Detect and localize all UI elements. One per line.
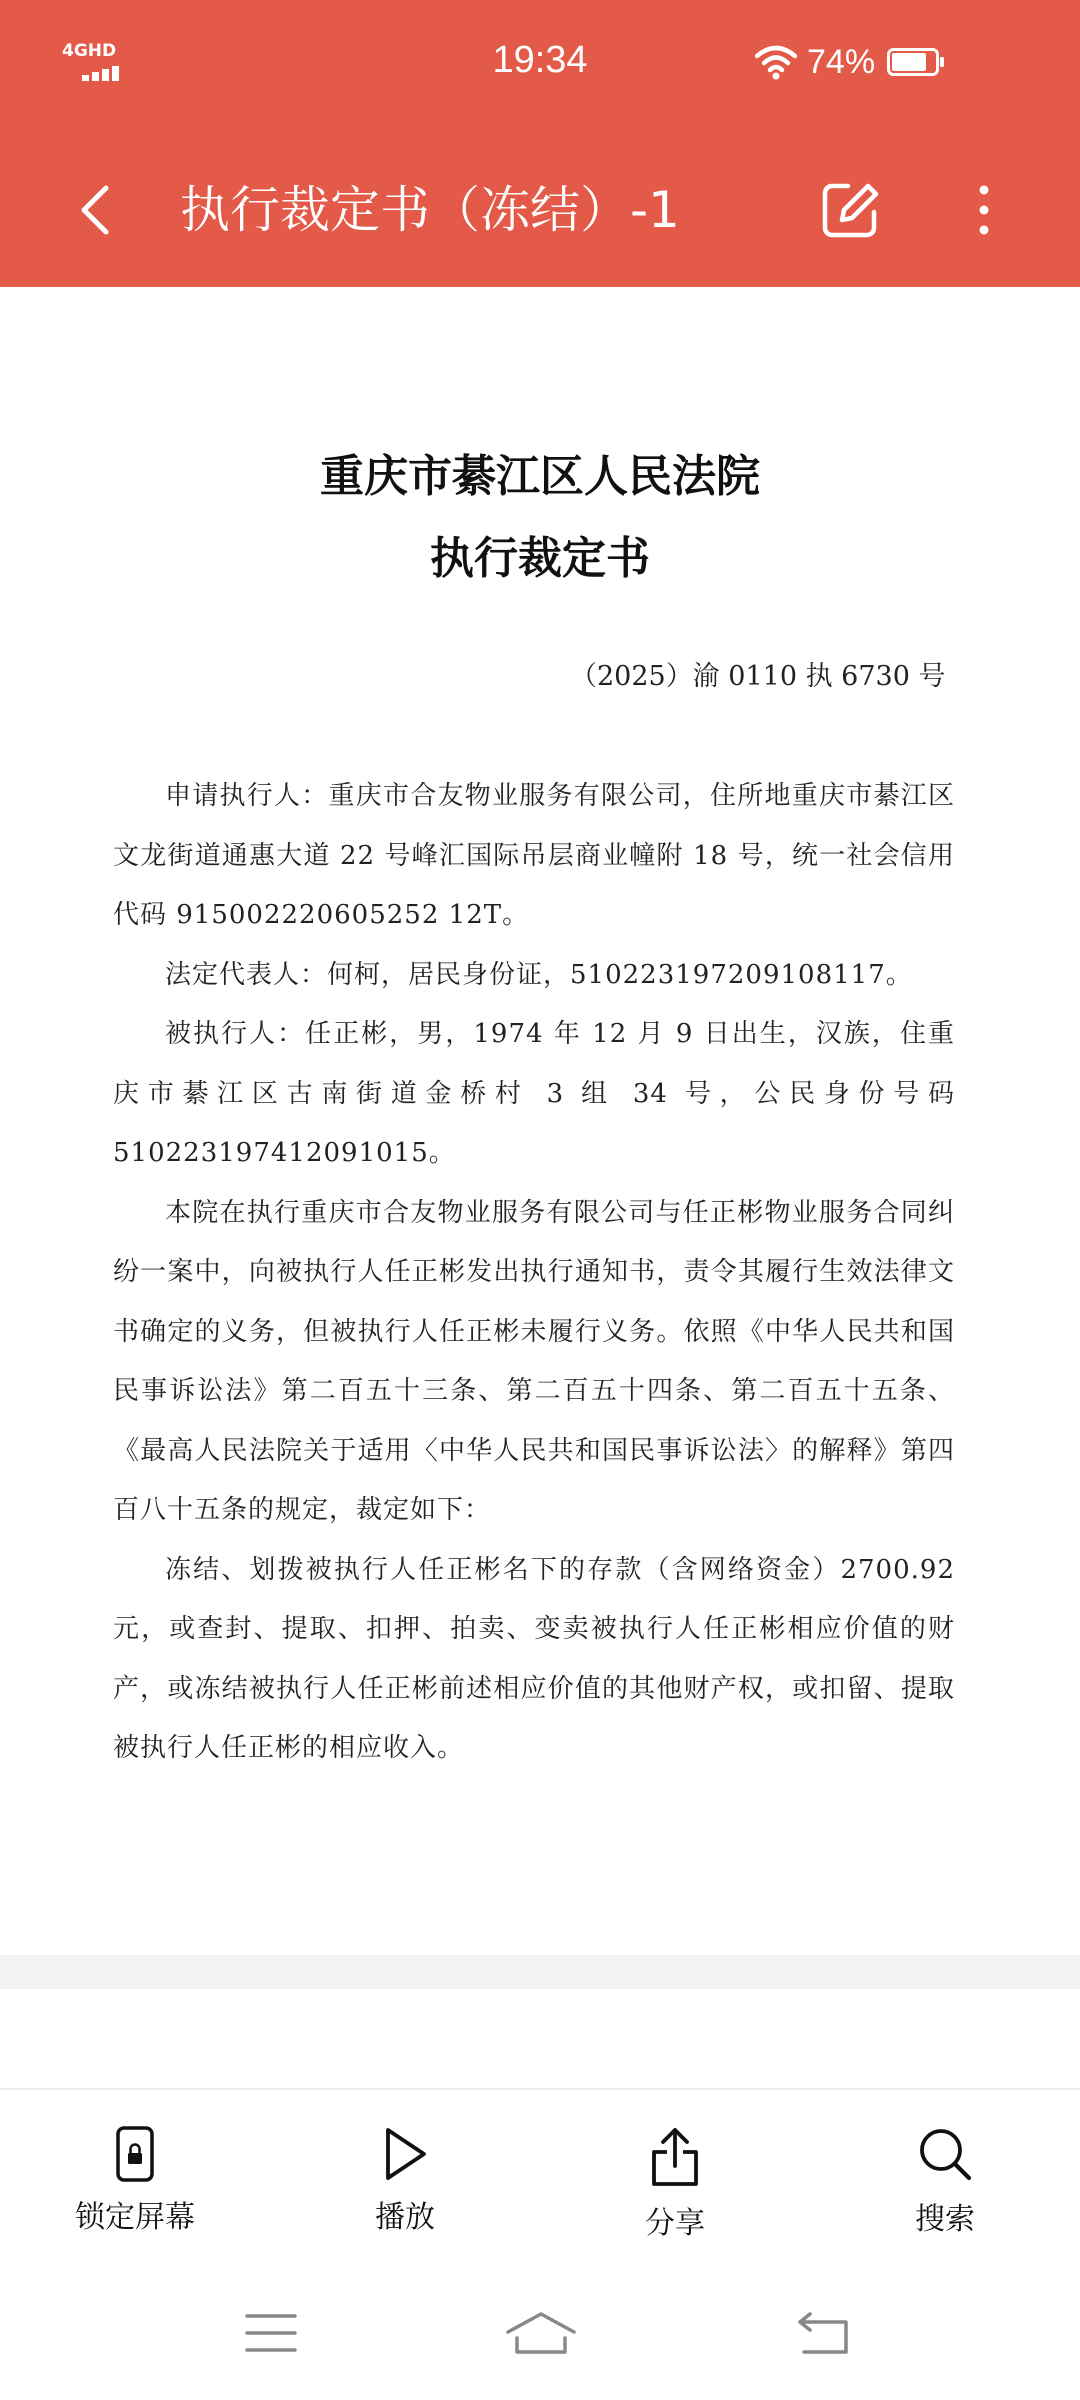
cellular-signal-icon	[62, 42, 132, 82]
search-button[interactable]	[845, 2126, 1045, 2256]
edit-icon[interactable]	[818, 178, 882, 242]
app-bar	[0, 0, 1080, 287]
paragraph-legal-rep: 法定代表人：何柯，居民身份证，510223197209108117。	[165, 959, 913, 990]
case-number: （2025）渝 0110 执 6730 号	[570, 661, 946, 692]
lock-screen-icon	[115, 2126, 155, 2182]
lock-screen-label: 锁定屏幕	[75, 2200, 195, 2235]
status-time: 19:34	[492, 39, 588, 81]
page-title: 执行裁定书（冻结）-1	[180, 181, 680, 239]
bottom-toolbar	[0, 2088, 1080, 2278]
network-type-label: 4GHD	[62, 41, 117, 61]
play-label: 播放	[375, 2200, 435, 2235]
paragraph-reasoning: 本院在执行重庆市合友物业服务有限公司与任正彬物业服务合同纠纷一案中，向被执行人任正彬发出执行通知书，责令其履行生效法律文书确定的义务，但被执行人任正彬未履行义务。依照《中华人民共和国民事诉讼法》第二百五十三条、第二百五十四条、第二百五十五条、《最高人民法院关于适用〈中华人民共和国民事诉讼法〉的解释》第四百八十五条的规定，裁定如下：	[113, 1197, 955, 1525]
system-nav-bar	[0, 2276, 1080, 2400]
document-body	[113, 767, 955, 1779]
battery-icon	[887, 48, 945, 76]
play-icon	[382, 2126, 428, 2182]
page-divider	[0, 1955, 1080, 1989]
back-icon[interactable]	[68, 180, 118, 240]
court-name: 重庆市綦江区人民法院	[320, 451, 760, 502]
status-indicators	[755, 40, 995, 84]
play-button[interactable]	[305, 2126, 505, 2256]
share-button[interactable]	[575, 2126, 775, 2256]
lock-screen-button[interactable]	[35, 2126, 235, 2256]
search-label: 搜索	[915, 2202, 975, 2237]
return-icon[interactable]	[796, 2310, 852, 2356]
paragraph-respondent: 被执行人：任正彬，男，1974 年 12 月 9 日出生，汉族，住重庆市綦江区古南街道金桥村 3 组 34 号，公民身份号码 510223197412091015。	[113, 1019, 955, 1168]
document-view[interactable]	[0, 287, 1080, 1957]
paragraph-applicant: 申请执行人：重庆市合友物业服务有限公司，住所地重庆市綦江区文龙街道通惠大道 22 号峰汇国际吊层商业幢附 18 号，统一社会信用代码 915002220605252 12T。	[113, 781, 955, 930]
paragraph-ruling: 冻结、划拨被执行人任正彬名下的存款（含网络资金）2700.92 元，或查封、提取、扣押、拍卖、变卖被执行人任正彬相应价值的财产，或冻结被执行人任正彬前述相应价值的其他财产权，或扣留、提取被执行人任正彬的相应收入。	[113, 1554, 955, 1763]
share-icon	[650, 2126, 700, 2188]
battery-percentage: 74%	[807, 43, 876, 81]
more-options-icon[interactable]	[964, 182, 1004, 242]
home-icon[interactable]	[505, 2310, 577, 2356]
menu-icon[interactable]	[244, 2310, 298, 2356]
search-icon	[917, 2126, 973, 2184]
wifi-icon	[755, 44, 797, 80]
share-label: 分享	[645, 2206, 705, 2241]
document-type: 执行裁定书	[430, 533, 650, 584]
